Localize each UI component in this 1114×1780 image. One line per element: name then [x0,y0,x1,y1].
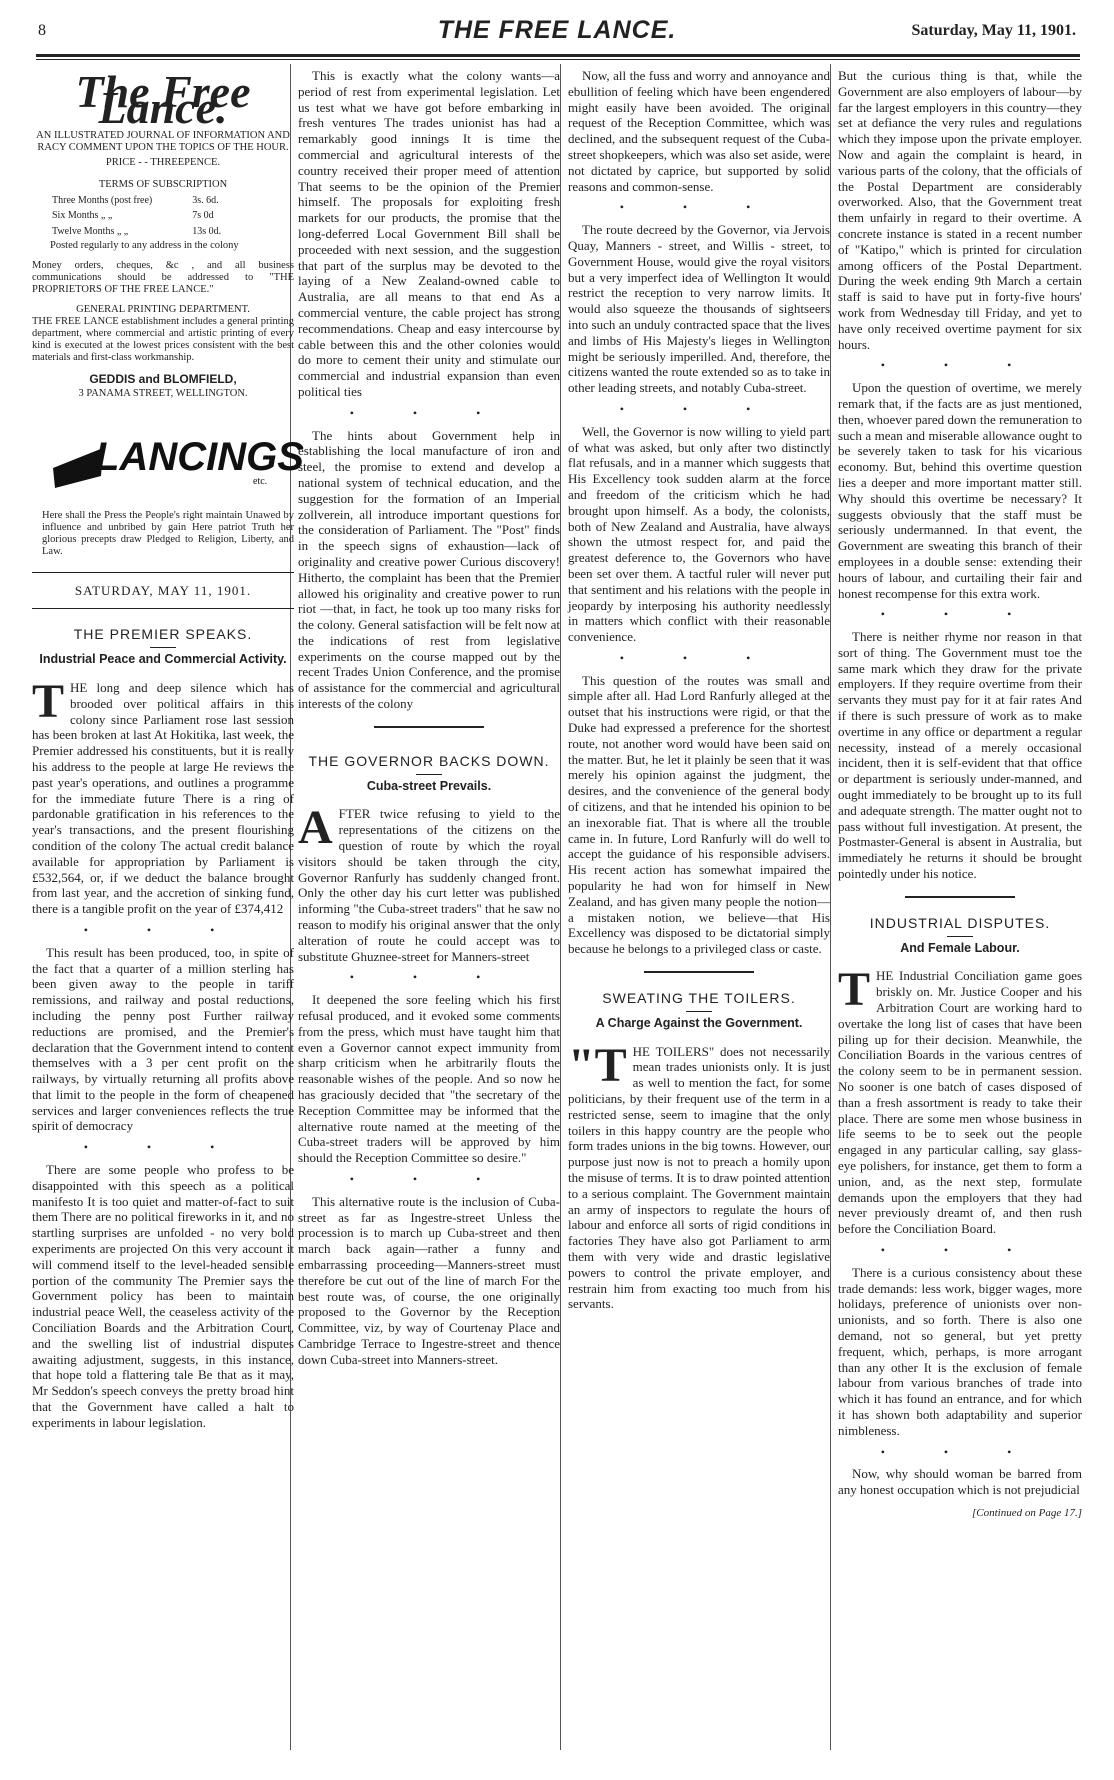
separator: • • • [349,1172,509,1186]
article-paragraph: THE Industrial Conciliation game goes briskly on. Mr. Justice Cooper and his Arbitration Court are working hard to overtake the long list of cases that have been piling up for their decision. Meanwhile, the Conciliation Boards in the various centres of the colony seem to be in permanent session. No sooner is one batch of cases disposed of than a fresh assortment is ready to take their place. There are some men whose business in life seems to be to seek out the people engaged in any particular calling, say glass-eye polishers, for instance, get them to form a union, and, as the next step, formulate demands upon the employers that they had never previously dreamt of, and then rush before the Conciliation Board. [838,963,1082,1237]
separator: • • • [619,401,779,416]
separator: • • • [880,1444,1040,1459]
separator: • • • [880,358,1040,373]
article-subtitle: A Charge Against the Government. [595,1015,803,1030]
lancings-text: LANCINGS [95,434,304,479]
article-subtitle: Cuba-street Prevails. [366,778,492,793]
article-paragraph: There are some people who profess to be disappointed with this speech as a political manifesto It is too quiet and matter-of-fact to suit them There are no political fireworks in it, and no startling surprises are unfolded - no very bold experiments are projected On this very account it will commend itself to the level-headed sensible portion of the community The Premier says the Government policy has been to maintain industrial peace Well, the ceaseless activity of the Conciliation Boards and the Arbitration Court, and the swelling list of industrial disputes awaiting adjustment, suggests, in this instance, that hope told a flattering tale Be that as it may, Mr Seddon's speech conveys the pretty broad hint that the Government have called a halt to experiments in labour legislation. [32,1162,294,1430]
header-rule-thin [36,59,1080,60]
article-paragraph: This question of the routes was small and simple after all. Had Lord Ranfurly alleged at the outset that his instructions were rigid, or that the Duke had expressed a preference for the shortest route, not another word would have been said on the matter. But, he let it plainly be seen that it was merely his opinion against the judgment, the desires, and the convenience of the general body of citizens, and that he intended his opinion to be an inexorable fiat. That is where all the trouble came in. In future, Lord Ranfurly will do well to accept the guidance of his responsible advisers. His recent action has somewhat impaired the popularity he had won for himself in New Zealand, and has given many people the notion—a mistaken notion, we believe—that His Excellency was disposed to be dictatorial simply because he belongs to a privileged class or caste. [568,672,830,957]
column-divider [830,64,831,1750]
table-row: Three Months (post free) 3s. 6d. [52,194,219,206]
printing-heading: GENERAL PRINTING DEPARTMENT. [76,303,250,315]
separator: • • • [619,650,779,665]
column-1 [32,66,304,1434]
article-paragraph: AFTER twice refusing to yield to the representations of the citizens on the question of route by which the royal visitors should be taken through the city, Governor Ranfurly has suddenly changed front. Only the other day his curt letter was published informing "the Cuba-street traders" that he saw no reason to modify his original answer that the only alteration of route he could accept was to substitute Ghuznee-street for Manners-street [298,801,560,964]
price: PRICE - - THREEPENCE. [105,156,221,168]
article-paragraph: But the curious thing is that, while the Government are also employers of labour—by far the largest employers in this country—they set at defiance the very rules and regulations which they impose upon the private employer. Now and again the complaint is heard, in various parts of the colony, that the officials of the Postal Department are considerably overworked. Also, that the Government treat them unfairly in regard to their overtime. A concrete instance is stated in a recent number of "Katipo," which is printed for circulation among officers of the Postal Department. During the week ending 9th March a certain staff is said to have put in forty-five hours' work from Wednesday till Friday, and yet to have only received overtime payment for six hours. [838,68,1082,352]
separator: • • • [880,607,1040,622]
article-title: THE PREMIER SPEAKS. [73,626,253,643]
separator: • • • [83,1140,243,1155]
table-row: Twelve Months „ „ 13s 0d. [52,226,222,238]
page-number: 8 [38,22,46,39]
article-paragraph: "THE TOILERS" does not necessarily mean trades unionists only. It is just as well to mention the fact, for some politicians, by their frequent use of the term in a restricted sense, seem to imagine that the only toilers in this happy country are the people who form trades unions in the big towns. However, our purpose just now is not to preach a homily upon the misuse of terms. It is to draw pointed attention to a serious complaint. The Government maintain an army of inspectors to regulate the hours of labour and enforce all sorts of rigid conditions in factories They have also got Parliament to arm them with very wide and drastic legislative powers to control the private employer, and restrain him from exacting too much from his servants. [568,1038,830,1312]
drop-cap: T [838,963,871,1017]
article-paragraph: There is a curious consistency about these trade demands: less work, bigger wages, more holidays, preference of unionists over non-unionists, and so forth. There is also one demand, not so general, but yet pretty frequent, which, perhaps, is more arrogant than any other It is the exclusion of female labour from various branches of trade into which it has found an entrance, and for which it has shown both adaptability and superior nimbleness. [838,1264,1082,1438]
article-subtitle: And Female Labour. [900,940,1020,955]
article-paragraph: Upon the question of overtime, we merely remark that, if the facts are as just mentioned, then, whoever pared down the remuneration to such a mean and miserable allowance ought to be severely taken to task for his vicarious economy. But, behind this overtime question lies a deeper and more important matter still. Why should this overtime be necessary? It suggests obviously that the staff must be seriously undermanned. In that event, the Government are sweating this branch of their employees in a double sense: extending their hours of labour, and curtailing their fair and honest recompense for this extra work. [838,380,1082,601]
column-divider [560,64,561,1750]
article-paragraph: There is neither rhyme nor reason in that sort of thing. The Government must toe the same mark which they draw for the private employers. If they require overtime from their servants they must pay for it at fair rates And if there is such pressure of work as to make overtime in any office or department a regular necessity, instead of a merely occasional incident, then it is self-evident that that office or department is seriously under-manned, and ought immediately to be brought up to its full and adequate strength. The matter ought not to pass without full investigation. At present, the Postmaster-General is absent in Australia, but immediately he returns it should be brought pointedly under his notice. [838,629,1082,882]
newspaper-title: THE FREE LANCE. [437,16,677,44]
article-title: SWEATING THE TOILERS. [602,990,796,1007]
free-lance-logo: The Free Lance. [75,66,251,133]
separator: • • • [880,1242,1040,1257]
continued-note: [Continued on Page 17.] [972,1506,1082,1519]
lancings-logo [43,418,304,502]
article-paragraph: This is exactly what the colony wants—a period of rest from experimental legislation. Let us test what we have got before embarking in fresh ventures The trades unionist has had a remarkably good innings It is time the commercial and agricultural interests of the country received their proper meed of attention That seems to be the opinion of the Premier himself. The proposals for exploiting fresh markets for our products, the promise that the long-deferred Local Government Bill shall be proceeded with next session, and the suggestion that part of the surplus may be devoted to the laying of a New Zealand-owned cable to Australia, are all means to that end As a commercial venture, the cable project has strong recommendations. Cheap and easy intercourse by cable between this and the other colonies would do more to cement their unity and stimulate our commercial and industrial expansion than even political ties [298,68,560,399]
drop-cap: A [298,801,333,855]
article-title: INDUSTRIAL DISPUTES. [869,914,1051,931]
separator: • • • [349,970,509,985]
separator: • • • [83,922,243,937]
drop-cap: "T [568,1038,627,1092]
article-subtitle: Industrial Peace and Commercial Activity. [39,652,287,667]
separator: • • • [619,200,779,215]
column-2 [298,68,560,1371]
money-note: Money orders, cheques, &c , and all business communications should be addressed to "THE PROPRIETORS OF THE FREE LANCE." [32,259,294,295]
article-title: THE GOVERNOR BACKS DOWN. [308,752,550,769]
svg-text:etc.: etc. [253,475,268,487]
issue-date-header: Saturday, May 11, 1901. [911,22,1076,39]
issue-date: SATURDAY, MAY 11, 1901. [74,582,252,598]
article-paragraph: The hints about Government help in establishing the local manufacture of iron and steel, the promise to extend and develop a national system of technical education, and the suggestion for the formation of an Imperial zollverein, all introduce important questions for the consideration of Parliament. The "Post" finds in the speech signs of exhaustion—lack of originality and creative power Curious discovery! Hitherto, the complaint has been that the Premier allowed his originality and creative power to run riot —that, in fact, he took up too many risks for the colony. General satisfaction will be felt now at the indications of rest from legislative experiments on the course mapped out by the recent Trades Union Conference, and the promise of assistance for the commercial and agricultural interests of the colony [298,427,560,712]
masthead-tagline: AN ILLUSTRATED JOURNAL OF INFORMATION AND RACY COMMENT UPON THE TOPICS OF THE HOUR. [36,129,290,153]
publisher-address: 3 PANAMA STREET, WELLINGTON. [78,387,248,399]
drop-cap: T [32,674,65,728]
article-paragraph: This result has been produced, too, in spite of the fact that a quarter of a million sterling has been given away to the people in tariff remissions, and railway and postal reductions, including the penny post Further railway reductions are promised, and the Premier's declaration that the Government intend to content themselves with a 3 per cent profit on the railways, by virtually returning all profits above that limit to the people in the form of cheapened services and larger conveniences reflects the true spirit of democracy [32,944,294,1134]
article-paragraph: THE long and deep silence which has brooded over political affairs in this colony since Parliament rose last session has been broken at last At Hokitika, last week, the Premier addressed his constituents, but it is really his address to the people at large He reviews the past year's operations, and outlines a programme for the immediate future There is a ring of pardonable gratification in his references to the year's transactions, and the present flourishing condition of the colony The actual credit balance available for appropriation by Parliament is £532,564, or, if we deduct the balance brought from last year, and the accretion of sinking fund, there is a tangible profit on the year of £374,412 [32,674,294,917]
article-paragraph: This alternative route is the inclusion of Cuba-street as far as Ingestre-street Unless the procession is to march up Cuba-street and then march back again—rather a funny and embarrassing proceeding—Manners-street must therefore be cut out of the line of march For the best route was, of course, the one originally proposed to the Governor by the Reception Committee, viz, by way of Courtenay Place and Cambridge Terrace to Ingestre-street and thence down Cuba-street into Manners-street. [298,1193,560,1367]
terms-heading: TERMS OF SUBSCRIPTION [98,178,228,190]
article-paragraph: Well, the Governor is now willing to yield part of what was asked, but only after two distinctly flat refusals, and in a manner which suggests that His Excellency took sudden alarm at the force and freedom of the criticism which he had brought upon himself. As a body, the colonists, both of New Zealand and Australia, have always shown the utmost respect for, and paid the greatest deference to, the Governors who have been set over them. A tactful ruler will never put that sentiment and his relations with the people in jeopardy by interposing his authority needlessly in matters which conflict with their reasonable convenience. [568,423,830,645]
article-paragraph: The route decreed by the Governor, via Jervois Quay, Manners - street, and Willis - street, to Government House, would give the royal visitors but a very imperfect idea of Wellington It would restrict the reception to very narrow limits. It would also squeeze the thousands of sightseers into such an unduly contracted space that the lives and limbs of His Majesty's lieges in Wellington might be seriously imperilled. And, therefore, the citizens wanted the route extended so as to take in other leading streets, and notably Cuba-street. [568,222,830,396]
article-paragraph: Now, all the fuss and worry and annoyance and ebullition of feeling which have been engendered might easily have been avoided. The original request of the Reception Committee, which was declined, and the subsequent request of the Cuba-street shopkeepers, which was also set aside, were not dictated by caprice, but supported by solid reasons and common-sense. [568,68,830,194]
printing-text: THE FREE LANCE establishment includes a general printing department, where commercial and artistic printing of every kind is executed at the lowest prices consistent with the best materials and first-class workmanship. [32,315,294,363]
header-rule [36,54,1080,57]
table-row: Six Months „ „ 7s 0d [52,210,214,222]
article-paragraph: Now, why should woman be barred from any honest occupation which is not prejudicial [838,1466,1082,1498]
separator: • • • [349,405,509,420]
page-header [38,12,1076,48]
motto: Here shall the Press the People's right maintain Unawed by influence and unbribed by gain Here patriot Truth her glorious precepts draw Pledged to Religion, Liberty, and Law. [42,509,294,557]
lancings-figure-icon [43,418,304,498]
terms-note: Posted regularly to any address in the colony [50,239,239,251]
column-3 [568,68,830,1315]
article-paragraph: It deepened the sore feeling which his first refusal produced, and it evoked some comments from the press, which must have taught him that even a Governor cannot expect immunity from sharp criticism when he arbitrarily flouts the reasonable wishes of the people. And so now he has graciously decided that "the secretary of the Reception Committee may be informed that the alternative route named at the meeting of the Cuba-street traders will be approved by him should the Reception Committee so desire." [298,992,560,1166]
publisher-name: GEDDIS and BLOMFIELD, [89,371,237,386]
column-4 [838,68,1082,1522]
subscription-table [50,193,223,240]
